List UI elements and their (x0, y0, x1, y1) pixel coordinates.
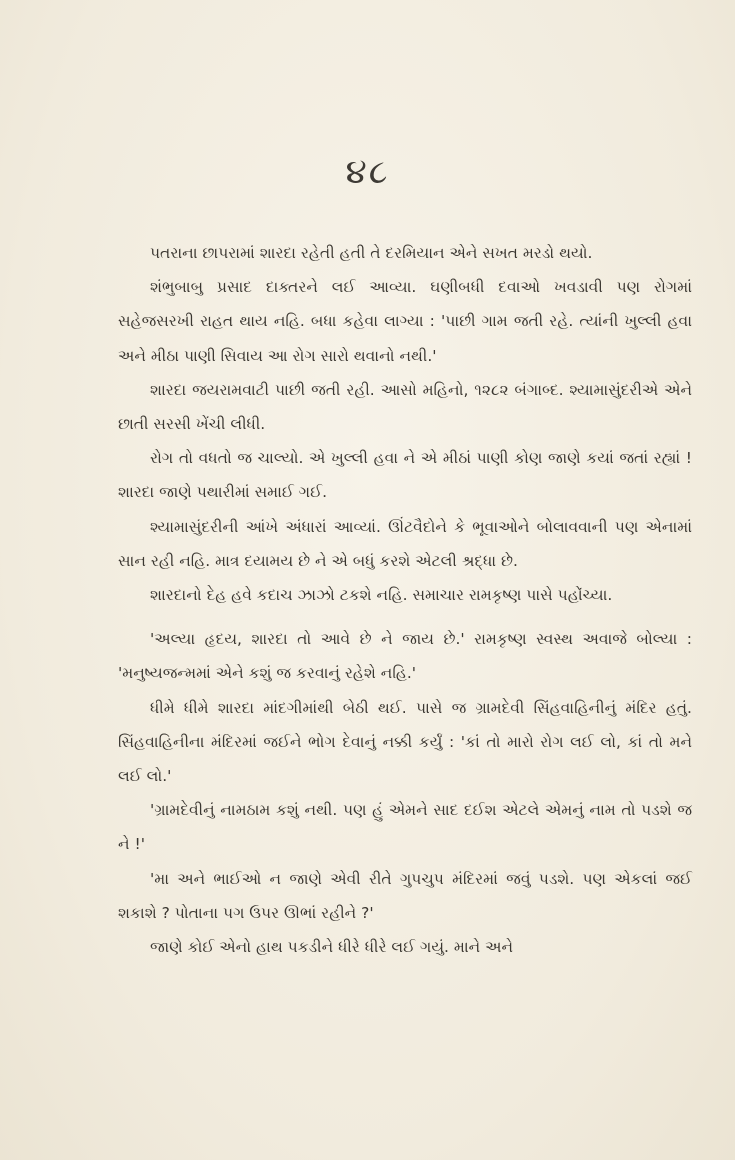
paragraph: પતરાના છાપરામાં શારદા રહેતી હતી તે દરમિયાન એને સખત મરડો થયો. (150, 244, 593, 262)
paragraph: રોગ તો વધતો જ ચાલ્યો. એ ખુલ્લી હવા ને એ મીઠાં પાણી કોણ જાણે કયાં જતાં રહ્યાં ! શારદા જાણે પથારીમાં સમાઈ ગઈ. (118, 449, 692, 502)
paragraph: શારદા જયરામવાટી પાછી જતી રહી. આસો મહિનો, ૧૨૮૨ બંગાબ્દ. શ્યામાસુંદરીએ એને છાતી સરસી ખેંચી લીધી. (118, 380, 692, 434)
paragraph: જાણે કોઈ એનો હાથ પકડીને ધીરે ધીરે લઈ ગયું. માને અને (150, 938, 514, 957)
paragraph: શંભુબાબુ પ્રસાદ દાક્તરને લઈ આવ્યા. ઘણીબધી દવાઓ ખવડાવી પણ રોગમાં સહેજસરખી રાહત થાય નહિ. બધા કહેવા લાગ્યા : 'પાછી ગામ જતી રહે. ત્યાંની ખુલ્લી હવા અને મીઠા પાણી સિવાય આ રોગ સારો થવાનો નથી.' (118, 278, 692, 365)
chapter-text (118, 236, 692, 964)
paragraph: શારદાનો દેહ હવે કદાચ ઝાઝો ટકશે નહિ. સમાચાર રામકૃષ્ણ પાસે પહોંચ્યા. (150, 586, 613, 605)
paragraph: 'મા અને ભાઈઓ ન જાણે એવી રીતે ગુપચુપ મંદિરમાં જવું પડશે. પણ એકલાં જઈ શકાશે ? પોતાના પગ ઉપર ઊભાં રહીને ?' (118, 869, 692, 922)
paragraph: ધીમે ધીમે શારદા માંદગીમાંથી બેઠી થઈ. પાસે જ ગ્રામદેવી સિંહવાહિનીનું મંદિર હતું. સિંહવાહિનીના મંદિરમાં જઈને ભોગ દેવાનું નક્કી કર્યું : 'કાં તો મારો રોગ લઈ લો, કાં તો મને લઈ લો.' (118, 698, 692, 786)
page-number: ૪૮ (345, 152, 390, 192)
paragraph: 'ગ્રામદેવીનું નામઠામ કશું નથી. પણ હું એમને સાદ દઈશ એટલે એમનું નામ તો પડશે જ ને !' (118, 801, 692, 854)
paragraph: 'અલ્યા હૃદય, શારદા તો આવે છે ને જાય છે.' રામકૃષ્ણ સ્વસ્થ અવાજે બોલ્યા : 'મનુષ્યજન્મમાં એને કશું જ કરવાનું રહેશે નહિ.' (118, 630, 692, 683)
paragraph: શ્યામાસુંદરીની આંખે અંધારાં આવ્યાં. ઊંટવૈદોને કે ભૂવાઓને બોલાવવાની પણ એનામાં સાન રહી નહિ. માત્ર દયામય છે ને એ બધું કરશે એટલી શ્રદ્ધા છે. (118, 517, 692, 570)
